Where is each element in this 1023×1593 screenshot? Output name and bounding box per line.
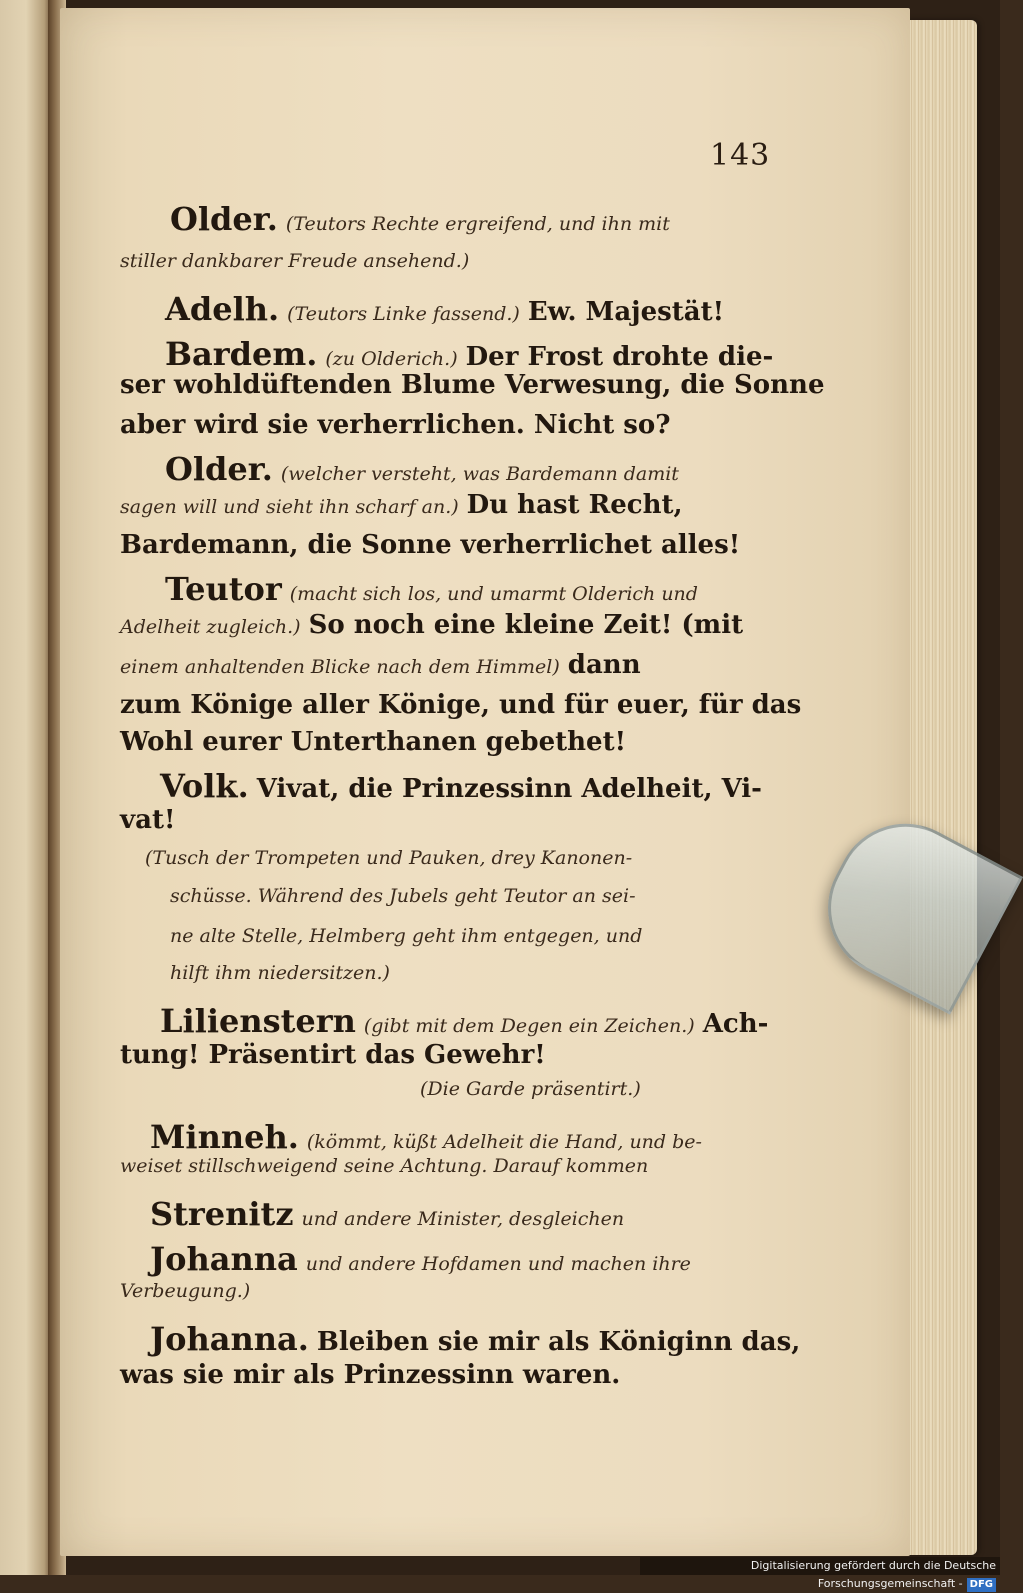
text-line (120, 1280, 258, 1302)
speech-text: Wohl eurer Unterthanen gebethet! (120, 727, 626, 757)
text-line (145, 847, 640, 869)
speech-text: dann (567, 650, 641, 680)
speech-text: ser wohldüftenden Blume Verwesung, die Sonne (120, 370, 825, 400)
stage-direction: sagen will und sieht ihn scharf an.) (120, 496, 459, 518)
stage-direction: (Teutors Rechte ergreifend, und ihn mit (285, 213, 670, 235)
speech-text: was sie mir als Prinzessinn waren. (120, 1360, 621, 1390)
speaker-name: Lilienstern (160, 1002, 356, 1040)
text-line (120, 690, 809, 720)
speech-text: zum Könige aller Könige, und für euer, für das (120, 690, 802, 720)
dfg-logo: DFG (967, 1578, 996, 1592)
stage-direction: ne alte Stelle, Helmberg geht ihm entgegen, und (170, 925, 643, 947)
text-line (170, 200, 678, 238)
text-line (120, 650, 649, 680)
stage-direction: (Die Garde präsentirt.) (420, 1078, 641, 1100)
text-line (170, 925, 650, 947)
stage-direction: und andere Hofdamen und machen ihre (305, 1253, 691, 1275)
text-line (120, 610, 751, 640)
speech-text: Vivat, die Prinzessinn Adelheit, Vi- (256, 774, 762, 804)
left-page-edge (0, 0, 52, 1575)
stage-direction: schüsse. Während des Jubels geht Teutor an sei- (170, 885, 636, 907)
speaker-name: Teutor (165, 570, 282, 608)
text-line (165, 450, 687, 488)
page-stack-edges (905, 20, 977, 1555)
speech-text: Bleiben sie mir als Königinn das, (316, 1327, 801, 1357)
stage-direction: (macht sich los, und umarmt Olderich und (289, 583, 698, 605)
stage-direction: einem anhaltenden Blicke nach dem Himmel) (120, 656, 560, 678)
stage-direction: stiller dankbarer Freude ansehend.) (120, 250, 470, 272)
speech-text: aber wird sie verherrlichen. Nicht so? (120, 410, 671, 440)
text-line (120, 1040, 554, 1070)
text-line (150, 1240, 699, 1278)
text-line (420, 1078, 649, 1100)
text-line (120, 370, 833, 400)
stage-direction: weiset stillschweigend seine Achtung. Darauf kommen (120, 1155, 649, 1177)
speaker-name: Older. (170, 200, 278, 238)
page-number: 143 (710, 138, 771, 173)
speech-text: Du hast Recht, (466, 490, 683, 520)
speech-text: vat! (120, 805, 176, 835)
text-line (150, 1195, 632, 1233)
text-line (160, 1002, 776, 1040)
speech-text: Der Frost drohte die- (465, 342, 774, 372)
text-line (120, 530, 748, 560)
text-line (170, 962, 398, 984)
speech-text: So noch eine kleine Zeit! (mit (308, 610, 744, 640)
stage-direction: (gibt mit dem Degen ein Zeichen.) (363, 1015, 695, 1037)
speaker-name: Minneh. (150, 1118, 299, 1156)
speech-text: tung! Präsentirt das Gewehr! (120, 1040, 546, 1070)
text-line (120, 410, 679, 440)
footer-bar (640, 1557, 1000, 1590)
speaker-name: Johanna. (150, 1320, 309, 1358)
text-line (120, 1155, 656, 1177)
speaker-name: Volk. (160, 767, 249, 805)
stage-direction: Verbeugung.) (120, 1280, 251, 1302)
stage-direction: und andere Minister, desgleichen (301, 1208, 625, 1230)
speech-text: Bardemann, die Sonne verherrlichet alles! (120, 530, 741, 560)
speaker-name: Strenitz (150, 1195, 294, 1233)
speaker-name: Bardem. (165, 335, 318, 373)
text-line (120, 490, 691, 520)
speaker-name: Adelh. (165, 290, 280, 328)
speech-text: Ew. Majestät! (527, 297, 725, 327)
text-line (150, 1118, 710, 1156)
stage-direction: (Tusch der Trompeten und Pauken, drey Kanonen- (145, 847, 633, 869)
stage-direction: (welcher versteht, was Bardemann damit (280, 463, 679, 485)
text-line (120, 250, 477, 272)
stage-direction: (zu Olderich.) (325, 348, 458, 370)
stage-direction: (Teutors Linke fassend.) (287, 303, 520, 325)
text-line (165, 335, 781, 373)
stage-direction: hilft ihm niedersitzen.) (170, 962, 390, 984)
footer-credit: Digitalisierung gefördert durch die Deutsche Forschungsgemeinschaft - (750, 1559, 996, 1590)
text-line (120, 1360, 628, 1390)
text-line (165, 570, 706, 608)
text-line (120, 727, 634, 757)
stage-direction: Adelheit zugleich.) (120, 616, 301, 638)
text-line (150, 1320, 808, 1358)
speech-text: Ach- (702, 1009, 769, 1039)
stage-direction: (kömmt, küßt Adelheit die Hand, und be- (306, 1131, 702, 1153)
text-line (165, 290, 732, 328)
speaker-name: Older. (165, 450, 273, 488)
speaker-name: Johanna (150, 1240, 298, 1278)
text-line (170, 885, 644, 907)
text-line (120, 805, 183, 835)
text-line (160, 767, 770, 805)
